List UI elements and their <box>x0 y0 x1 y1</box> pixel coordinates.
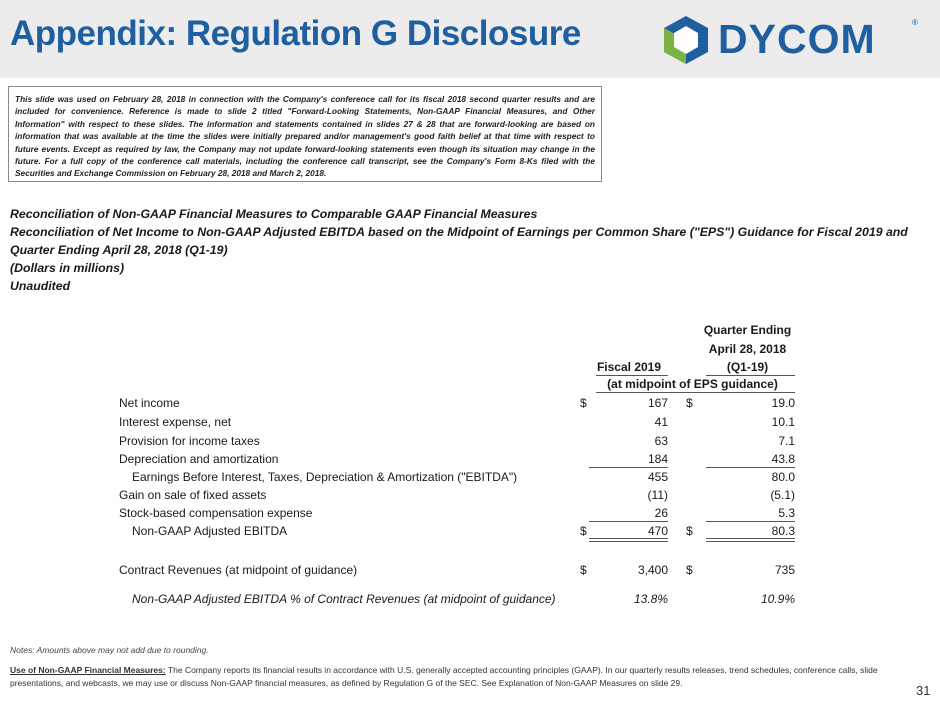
page-number: 31 <box>916 683 931 698</box>
row-label-ebitda: Earnings Before Interest, Taxes, Depreciation & Amortization ("EBITDA") <box>132 470 518 484</box>
table-subheader: (at midpoint of EPS guidance) <box>607 377 778 391</box>
row-label-ebitda-percent: Non-GAAP Adjusted EBITDA % of Contract Revenues (at midpoint of guidance) <box>132 592 556 606</box>
q-value: 10.9% <box>760 592 795 606</box>
currency-symbol: $ <box>686 396 693 410</box>
non-gaap-use-label: Use of Non-GAAP Financial Measures: <box>10 665 166 675</box>
q-value: 10.1 <box>771 415 795 429</box>
heading-line-3: (Dollars in millions) <box>10 261 125 275</box>
fy-value: 167 <box>647 396 668 410</box>
row-label-contract-revenues: Contract Revenues (at midpoint of guidance) <box>119 563 358 577</box>
q-value: 43.8 <box>771 452 795 466</box>
q-value: (5.1) <box>770 488 795 502</box>
fy-value: 63 <box>654 434 668 448</box>
header-band <box>0 0 940 78</box>
subtotal-rule <box>589 467 668 468</box>
q-value: 5.3 <box>778 506 795 520</box>
fy-value: 470 <box>647 524 668 538</box>
fy-value: 455 <box>647 470 668 484</box>
currency-symbol: $ <box>686 563 693 577</box>
currency-symbol: $ <box>580 396 587 410</box>
col2-header-rule <box>706 375 795 376</box>
row-label-taxes: Provision for income taxes <box>119 434 260 448</box>
heading-line-2: Reconciliation of Net Income to Non-GAAP Adjusted EBITDA based on the Midpoint of Earnings per Common Share ("EPS") Guidance for Fiscal 2019 and Quarter Ending April 28, 2018 (Q1-19) <box>10 225 908 257</box>
row-label-interest: Interest expense, net <box>119 415 232 429</box>
row-label-adjusted-ebitda: Non-GAAP Adjusted EBITDA <box>132 524 288 538</box>
logo-trademark: ® <box>912 18 918 27</box>
fy-value: 13.8% <box>633 592 668 606</box>
q-value: 80.3 <box>771 524 795 538</box>
double-underline <box>706 538 795 542</box>
q-value: 735 <box>774 563 795 577</box>
rounding-note: Notes: Amounts above may not add due to rounding. <box>10 645 209 655</box>
fy-value: 26 <box>654 506 668 520</box>
col1-header: Fiscal 2019 <box>596 360 662 374</box>
q-value: 80.0 <box>771 470 795 484</box>
non-gaap-use-text: The Company reports its financial results in accordance with U.S. generally accepted accounting principles (GAAP). In our quarterly results releases, trend schedules, conference calls, slide presentations, and webcasts, we may use or discuss Non-GAAP financial measures, as defined by Regulation G of the SEC. See Explanation of Non-GAAP Measures on slide 29. <box>10 665 878 688</box>
fy-value: 41 <box>654 415 668 429</box>
disclaimer-box: This slide was used on February 28, 2018 in connection with the Company's conference call for its fiscal 2018 second quarter results and are included for convenience. Reference is made to slide 2 titled "Forward-Looking Statements, Non-GAAP Financial Measures, and Other Information" with respect to these slides. The information and statements contained in slides 27 & 28 that are forward-looking are based on information that was available at the time the slides were initially prepared and/or management's good faith belief at that time with respect to future events. Except as required by law, the Company may not update forward-looking statements even though its situation may change in the future. For a full copy of the conference call materials, including the conference call transcript, see the Company's Form 8-Ks filed with the Securities and Exchange Commission on February 28, 2018 and March 2, 2018. <box>8 86 602 182</box>
non-gaap-use-paragraph <box>10 664 915 689</box>
subheader-rule <box>596 392 795 393</box>
row-label-depreciation: Depreciation and amortization <box>119 452 279 466</box>
logo-wordmark: DYCOM <box>718 16 876 62</box>
fy-value: (11) <box>647 488 668 502</box>
col1-header-rule <box>596 375 668 376</box>
row-label-stock-comp: Stock-based compensation expense <box>119 506 313 520</box>
fy-value: 184 <box>647 452 668 466</box>
heading-line-4: Unaudited <box>10 279 71 293</box>
dycom-logo-icon <box>660 14 712 64</box>
col2-header-line2: April 28, 2018 <box>708 342 787 356</box>
col2-header-line3: (Q1-19) <box>726 360 769 374</box>
page-title: Appendix: Regulation G Disclosure <box>10 14 581 53</box>
row-label-net-income: Net income <box>119 396 180 410</box>
dycom-logo <box>660 14 930 64</box>
report-headings <box>10 205 930 295</box>
double-underline <box>589 538 668 542</box>
total-rule <box>589 521 668 522</box>
subtotal-rule <box>706 467 795 468</box>
heading-line-1: Reconciliation of Non-GAAP Financial Measures to Comparable GAAP Financial Measures <box>10 207 538 221</box>
currency-symbol: $ <box>580 563 587 577</box>
q-value: 7.1 <box>778 434 795 448</box>
q-value: 19.0 <box>771 396 795 410</box>
currency-symbol: $ <box>686 524 693 538</box>
row-label-gain-on-sale: Gain on sale of fixed assets <box>119 488 267 502</box>
total-rule <box>706 521 795 522</box>
fy-value: 3,400 <box>637 563 668 577</box>
currency-symbol: $ <box>580 524 587 538</box>
col2-header-line1: Quarter Ending <box>703 323 792 337</box>
